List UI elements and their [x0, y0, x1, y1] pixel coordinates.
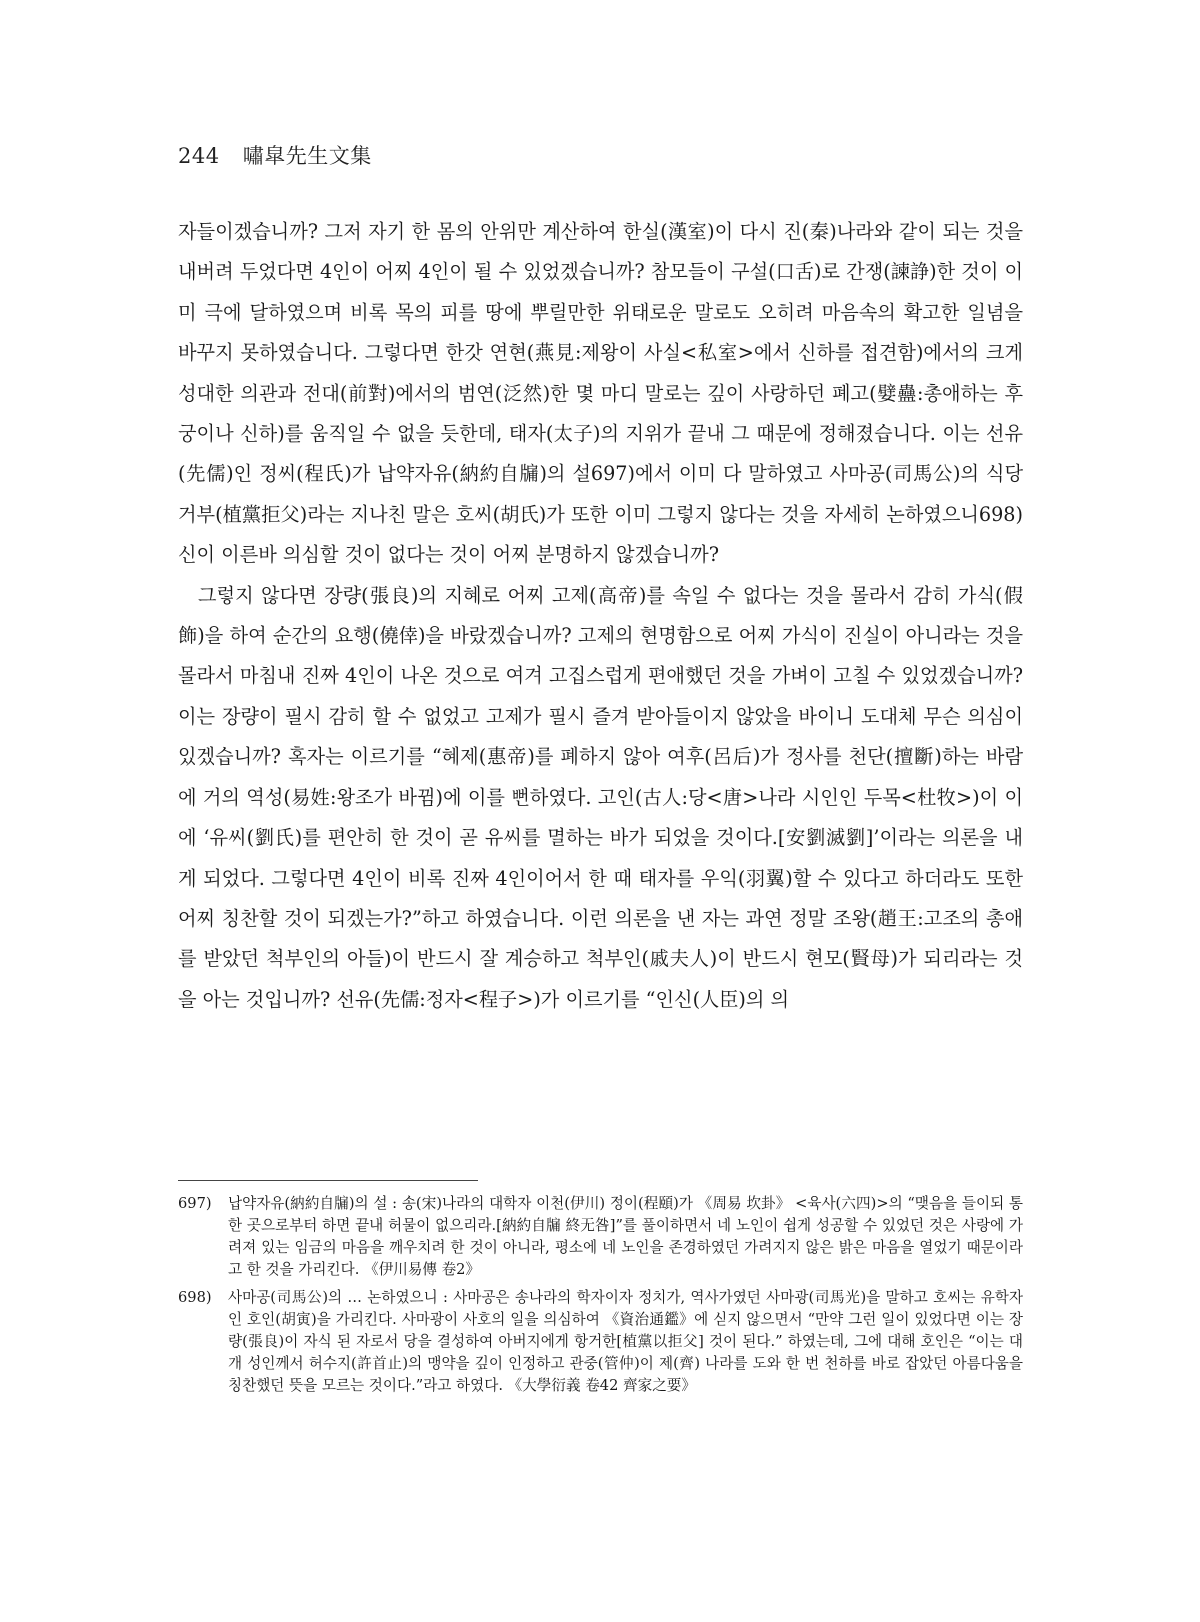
footnote-text: 납약자유(納約自牖)의 설 : 송(宋)나라의 대학자 이천(伊川) 정이(程頤)가 《周易 坎卦》 <육사(六四)>의 “맺음을 들이되 통한 곳으로부터 하면 끝내 허물이 없으리라.[納約自牖 終无咎]”를 풀이하면서 네 노인이 쉽게 성공할 수 있었던 것은 사랑에 가려져 있는 임금의 마음을 깨우치려 한 것이 아니라, 평소에 네 노인을 존경하였던 가려지지 않은 밝은 마음을 열었기 때문이라고 한 것을 가리킨다. 《伊川易傳 卷2》 — [228, 1195, 1023, 1278]
body-text — [178, 212, 1023, 1020]
footnote-number: 697) — [178, 1195, 212, 1212]
running-header — [178, 140, 372, 170]
body-paragraph: 자들이겠습니까? 그저 자기 한 몸의 안위만 계산하여 한실(漢室)이 다시 진(秦)나라와 같이 되는 것을 내버려 두었다면 4인이 어찌 4인이 될 수 있었겠습니까? 참모들이 구설(口舌)로 간쟁(諫諍)한 것이 이미 극에 달하였으며 비록 목의 피를 땅에 뿌릴만한 위태로운 말로도 오히려 마음속의 확고한 일념을 바꾸지 못하였습니다. 그렇다면 한갓 연현(燕見:제왕이 사실<私室>에서 신하를 접견함)에서의 크게 성대한 의관과 전대(前對)에서의 범연(泛然)한 몇 마디 말로는 깊이 사랑하던 폐고(嬖蠱:총애하는 후궁이나 신하)를 움직일 수 없을 듯한데, 태자(太子)의 지위가 끝내 그 때문에 정해졌습니다. 이는 선유(先儒)인 정씨(程氏)가 납약자유(納約自牖)의 설697)에서 이미 다 말하였고 사마공(司馬公)의 식당거부(植黨拒父)라는 지나친 말은 호씨(胡氏)가 또한 이미 그렇지 않다는 것을 자세히 논하였으니698) 신이 이른바 의심할 것이 없다는 것이 어찌 분명하지 않겠습니까? — [178, 220, 1023, 567]
footnote — [178, 1193, 1023, 1281]
footnotes — [178, 1193, 1023, 1403]
footnote-number: 698) — [178, 1289, 212, 1306]
footnote-text: 사마공(司馬公)의 … 논하였으니 : 사마공은 송나라의 학자이자 정치가, 역사가였던 사마광(司馬光)을 말하고 호씨는 유학자인 호인(胡寅)을 가리킨다. 사마광이 사호의 일을 의심하여 《資治通鑑》에 싣지 않으면서 “만약 그런 일이 있었다면 이는 장량(張良)이 자식 된 자로서 당을 결성하여 아버지에게 항거한[植黨以拒父] 것이 된다.” 하였는데, 그에 대해 호인은 “이는 대개 성인께서 허수지(許首止)의 맹약을 깊이 인정하고 관중(管仲)이 제(齊) 나라를 도와 한 번 천하를 바로 잡았던 아름다움을 칭찬했던 뜻을 모르는 것이다.”라고 하였다. 《大學衍義 卷42 齊家之要》 — [228, 1289, 1023, 1394]
book-title: 嘯皐先生文集 — [242, 144, 372, 168]
body-paragraph: 그렇지 않다면 장량(張良)의 지혜로 어찌 고제(高帝)를 속일 수 없다는 것을 몰라서 감히 가식(假飾)을 하여 순간의 요행(僥倖)을 바랐겠습니까? 고제의 현명함으로 어찌 가식이 진실이 아니라는 것을 몰라서 마침내 진짜 4인이 나온 것으로 여겨 고집스럽게 편애했던 것을 가벼이 고칠 수 있었겠습니까? 이는 장량이 필시 감히 할 수 없었고 고제가 필시 즐겨 받아들이지 않았을 바이니 도대체 무슨 의심이 있겠습니까? 혹자는 이르기를 “혜제(惠帝)를 폐하지 않아 여후(呂后)가 정사를 천단(擅斷)하는 바람에 거의 역성(易姓:왕조가 바뀜)에 이를 뻔하였다. 고인(古人:당<唐>나라 시인인 두목<杜牧>)이 이에 ‘유씨(劉氏)를 편안히 한 것이 곧 유씨를 멸하는 바가 되었을 것이다.[安劉滅劉]’이라는 의론을 내게 되었다. 그렇다면 4인이 비록 진짜 4인이어서 한 때 태자를 우익(羽翼)할 수 있다고 하더라도 또한 어찌 칭찬할 것이 되겠는가?”하고 하였습니다. 이런 의론을 낸 자는 과연 정말 조왕(趙王:고조의 총애를 받았던 척부인의 아들)이 반드시 잘 계승하고 척부인(戚夫人)이 반드시 현모(賢母)가 되리라는 것을 아는 것입니까? 선유(先儒:정자<程子>)가 이르기를 “인신(人臣)의 의 — [178, 583, 1023, 1011]
page-number: 244 — [178, 144, 220, 168]
footnote — [178, 1287, 1023, 1397]
footnote-divider — [178, 1180, 478, 1181]
